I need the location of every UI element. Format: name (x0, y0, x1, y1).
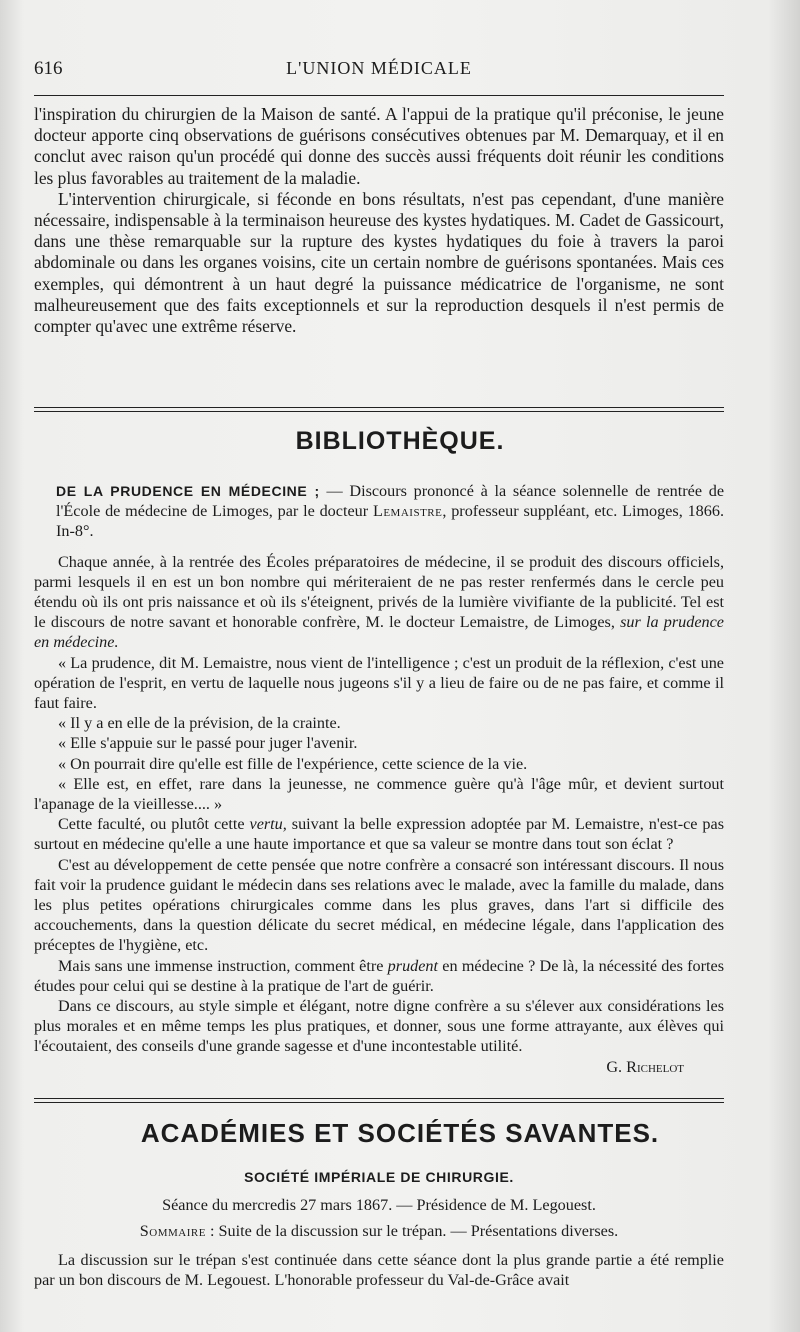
page-number: 616 (34, 58, 63, 79)
bibliotheque-title: BIBLIOTHÈQUE. (295, 427, 505, 455)
book-title: DE LA PRUDENCE EN MÉDECINE ; (56, 483, 320, 499)
review-italic: prudent (387, 956, 439, 975)
review-paragraph-3: C'est au développement de cette pensée que notre confrère a consacré son intéressant discours. Il nous fait voir la prudence guidant le médecin dans ses relations avec le malade, avec la famille du malade, dans les plus petites opérations chirurgicales comme dans les plus graves, dans l'art si difficile des accouchements, dans la question délicate du secret médical, en médecine légale, dans l'application des préceptes de l'hygiène, etc. (34, 855, 724, 955)
review-text: Mais sans une immense instruction, comment être (58, 956, 384, 975)
review-text: suivant la belle expression adoptée par M. Lemaistre, n'est-ce pas surtout en médecine qu'elle a une haute importance et que sa valeur se montre dans tout son éclat ? (34, 815, 725, 854)
review-text: Chaque année, à la rentrée des Écoles préparatoires de médecine, il se produit des discours officiels, parmi lesquels il en est un bon nombre qui mériteraient de ne pas rester renfermés dans le cercle peu étendu où ils ont pris naissance et où ils s'éteignent, privés de la lumière vivifiante de la publicité. Tel est le discours de notre savant et honorable confrère, M. le docteur Lemaistre, de Limoges, (34, 552, 724, 632)
review-paragraph-4 (34, 956, 724, 996)
review-text: Cette faculté, ou plutôt cette (58, 815, 245, 834)
sommaire-line (34, 1221, 724, 1241)
signature: G. Richelot (606, 1057, 684, 1076)
review-paragraph-1 (34, 552, 724, 653)
intro-paragraph-1: l'inspiration du chirurgien de la Maison de santé. A l'appui de la pratique qu'il préconise, le jeune docteur apporte cinq observations de guérisons consécutives obtenues par M. Demarquay, et il en conclut avec raison qu'un procédé qui donne des succès aussi fréquents doit réunir les conditions les plus favorables au traitement de la maladie. (34, 104, 724, 188)
academies-title: ACADÉMIES ET SOCIÉTÉS SAVANTES. (140, 1118, 660, 1148)
review-italic: vertu, (249, 815, 287, 834)
running-title: L'UNION MÉDICALE (286, 58, 472, 78)
book-description-end: , professeur suppléant, etc. Limoges, 1866. In-8°. (56, 502, 725, 541)
sommaire-label: Sommaire (139, 1222, 206, 1241)
quote-1: « La prudence, dit M. Lemaistre, nous vient de l'intelligence ; c'est un produit de la réflexion, c'est une opération de l'esprit, en vertu de laquelle nous jugeons s'il y a lieu de faire ou de ne pas faire, et comme il faut faire. (34, 653, 724, 713)
quote-4: « On pourrait dire qu'elle est fille de l'expérience, cette science de la vie. (58, 754, 528, 773)
book-author: Lemaistre (372, 502, 443, 521)
quote-5: « Elle est, en effet, rare dans la jeunesse, ne commence guère qu'à l'âge mûr, et devient surtout l'apanage de la vieillesse.... » (34, 774, 724, 814)
society-name (34, 1167, 724, 1187)
quote-3: « Elle s'appuie sur le passé pour juger l'avenir. (58, 734, 358, 753)
header-rule (34, 95, 724, 96)
review-paragraph-5: Dans ce discours, au style simple et élégant, notre digne confrère a su s'élever aux considérations les plus morales et en même temps les plus pratiques, et donner, sous une forme attrayante, aux élèves qui l'écoutaient, des conseils d'une grande sagesse et d'une incontestable utilité. (34, 997, 724, 1056)
intro-text (34, 104, 724, 337)
review-italic-title: sur la prudence en médecine. (34, 613, 724, 652)
bibliotheque-text (34, 481, 724, 1077)
book-description: — Discours prononcé à la séance solennelle de rentrée de l'École de médecine de Limoges, par le docteur (56, 482, 725, 521)
quote-2: « Il y a en elle de la prévision, de la crainte. (58, 714, 341, 733)
book-reference (34, 481, 724, 542)
section-divider (34, 1098, 724, 1103)
society-label: SOCIÉTÉ IMPÉRIALE DE CHIRURGIE. (244, 1169, 514, 1185)
intro-paragraph-2: L'intervention chirurgicale, si féconde en bons résultats, n'est pas cependant, d'une manière nécessaire, indispensable à la terminaison heureuse des kystes hydatiques. M. Cadet de Gassicourt, dans une thèse remarquable sur la rupture des kystes hydatiques du foie à travers la paroi abdominale ou dans les organes voisins, cite un certain nombre de guérisons spontanées. Mais ces exemples, qui démontrent à un haut degré la puissance médicatrice de l'organisme, ne sont malheureusement que des faits exceptionnels et sur la reproduction desquels il n'est permis de compter qu'avec une extrême réserve. (34, 188, 724, 337)
sommaire-text: : Suite de la discussion sur le trépan. — Présentations diverses. (210, 1222, 619, 1241)
section-divider (34, 407, 724, 412)
review-paragraph-2 (34, 814, 724, 854)
seance-line: Séance du mercredis 27 mars 1867. — Présidence de M. Legouest. (162, 1196, 596, 1215)
academies-text (34, 1167, 724, 1290)
page-header (34, 58, 724, 88)
academies-paragraph-1: La discussion sur le trépan s'est continuée dans cette séance dont la plus grande partie a été remplie par un bon discours de M. Legouest. L'honorable professeur du Val-de-Grâce avait (34, 1250, 724, 1289)
review-text: en médecine ? De là, la nécessité des fortes études pour celui qui se destine à la pratique de l'art de guérir. (34, 956, 724, 995)
